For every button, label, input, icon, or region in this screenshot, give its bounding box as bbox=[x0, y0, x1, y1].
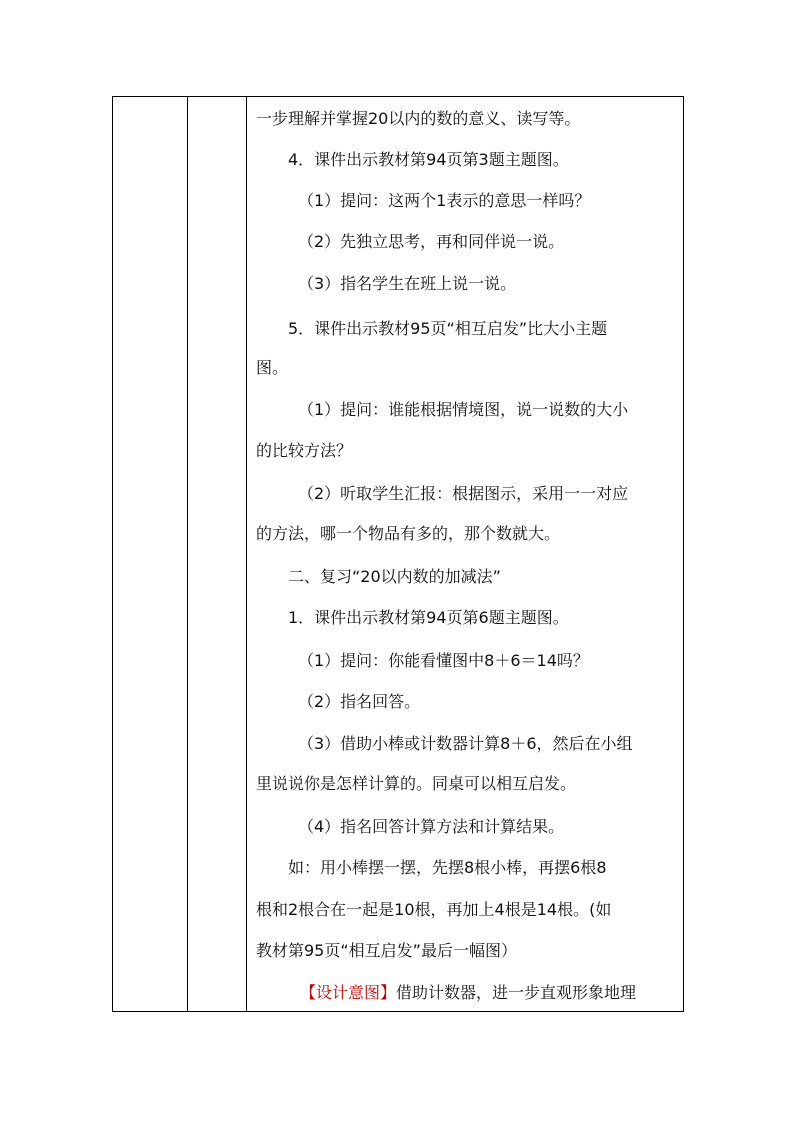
column-divider-1 bbox=[187, 97, 188, 1011]
text-line: 的比较方法？ bbox=[256, 441, 353, 460]
design-intent-line bbox=[300, 983, 636, 1003]
design-intent-text: 借助计数器，进一步直观形象地理 bbox=[396, 983, 637, 1002]
text-line: （1）提问：谁能根据情境图，说一说数的大小 bbox=[298, 400, 629, 419]
text-line: （3）指名学生在班上说一说。 bbox=[298, 274, 517, 293]
text-line: 图。 bbox=[256, 358, 289, 377]
text-line: 5．课件出示教材95页“相互启发”比大小主题 bbox=[288, 319, 608, 338]
text-line: （4）指名回答计算方法和计算结果。 bbox=[298, 817, 565, 836]
lesson-table bbox=[112, 96, 684, 1012]
section-heading: 二、复习“20以内数的加减法” bbox=[288, 567, 501, 586]
text-line: （1）提问：你能看懂图中8＋6＝14吗？ bbox=[298, 651, 589, 670]
text-line: 一步理解并掌握20以内的数的意义、读写等。 bbox=[256, 109, 581, 128]
text-line: 里说说你是怎样计算的。同桌可以相互启发。 bbox=[256, 774, 577, 793]
text-line: （3）借助小棒或计数器计算8＋6，然后在小组 bbox=[298, 734, 633, 753]
text-line: （2）先独立思考，再和同伴说一说。 bbox=[298, 232, 565, 251]
text-line: 如：用小棒摆一摆，先摆8根小棒，再摆6根8 bbox=[288, 858, 607, 877]
design-intent-tag: 【设计意图】 bbox=[300, 983, 397, 1002]
text-line: 4．课件出示教材第94页第3题主题图。 bbox=[288, 150, 569, 169]
text-line: 1．课件出示教材第94页第6题主题图。 bbox=[288, 608, 569, 627]
column-divider-2 bbox=[246, 97, 247, 1011]
text-line: （1）提问：这两个1表示的意思一样吗？ bbox=[298, 191, 591, 210]
text-line: 教材第95页“相互启发”最后一幅图） bbox=[256, 941, 517, 960]
text-line: 的方法，哪一个物品有多的，那个数就大。 bbox=[256, 524, 561, 543]
text-line: （2）指名回答。 bbox=[298, 692, 421, 711]
text-line: （2）听取学生汇报：根据图示，采用一一对应 bbox=[298, 484, 629, 503]
text-line: 根和2根合在一起是10根，再加上4根是14根。(如 bbox=[256, 900, 612, 919]
